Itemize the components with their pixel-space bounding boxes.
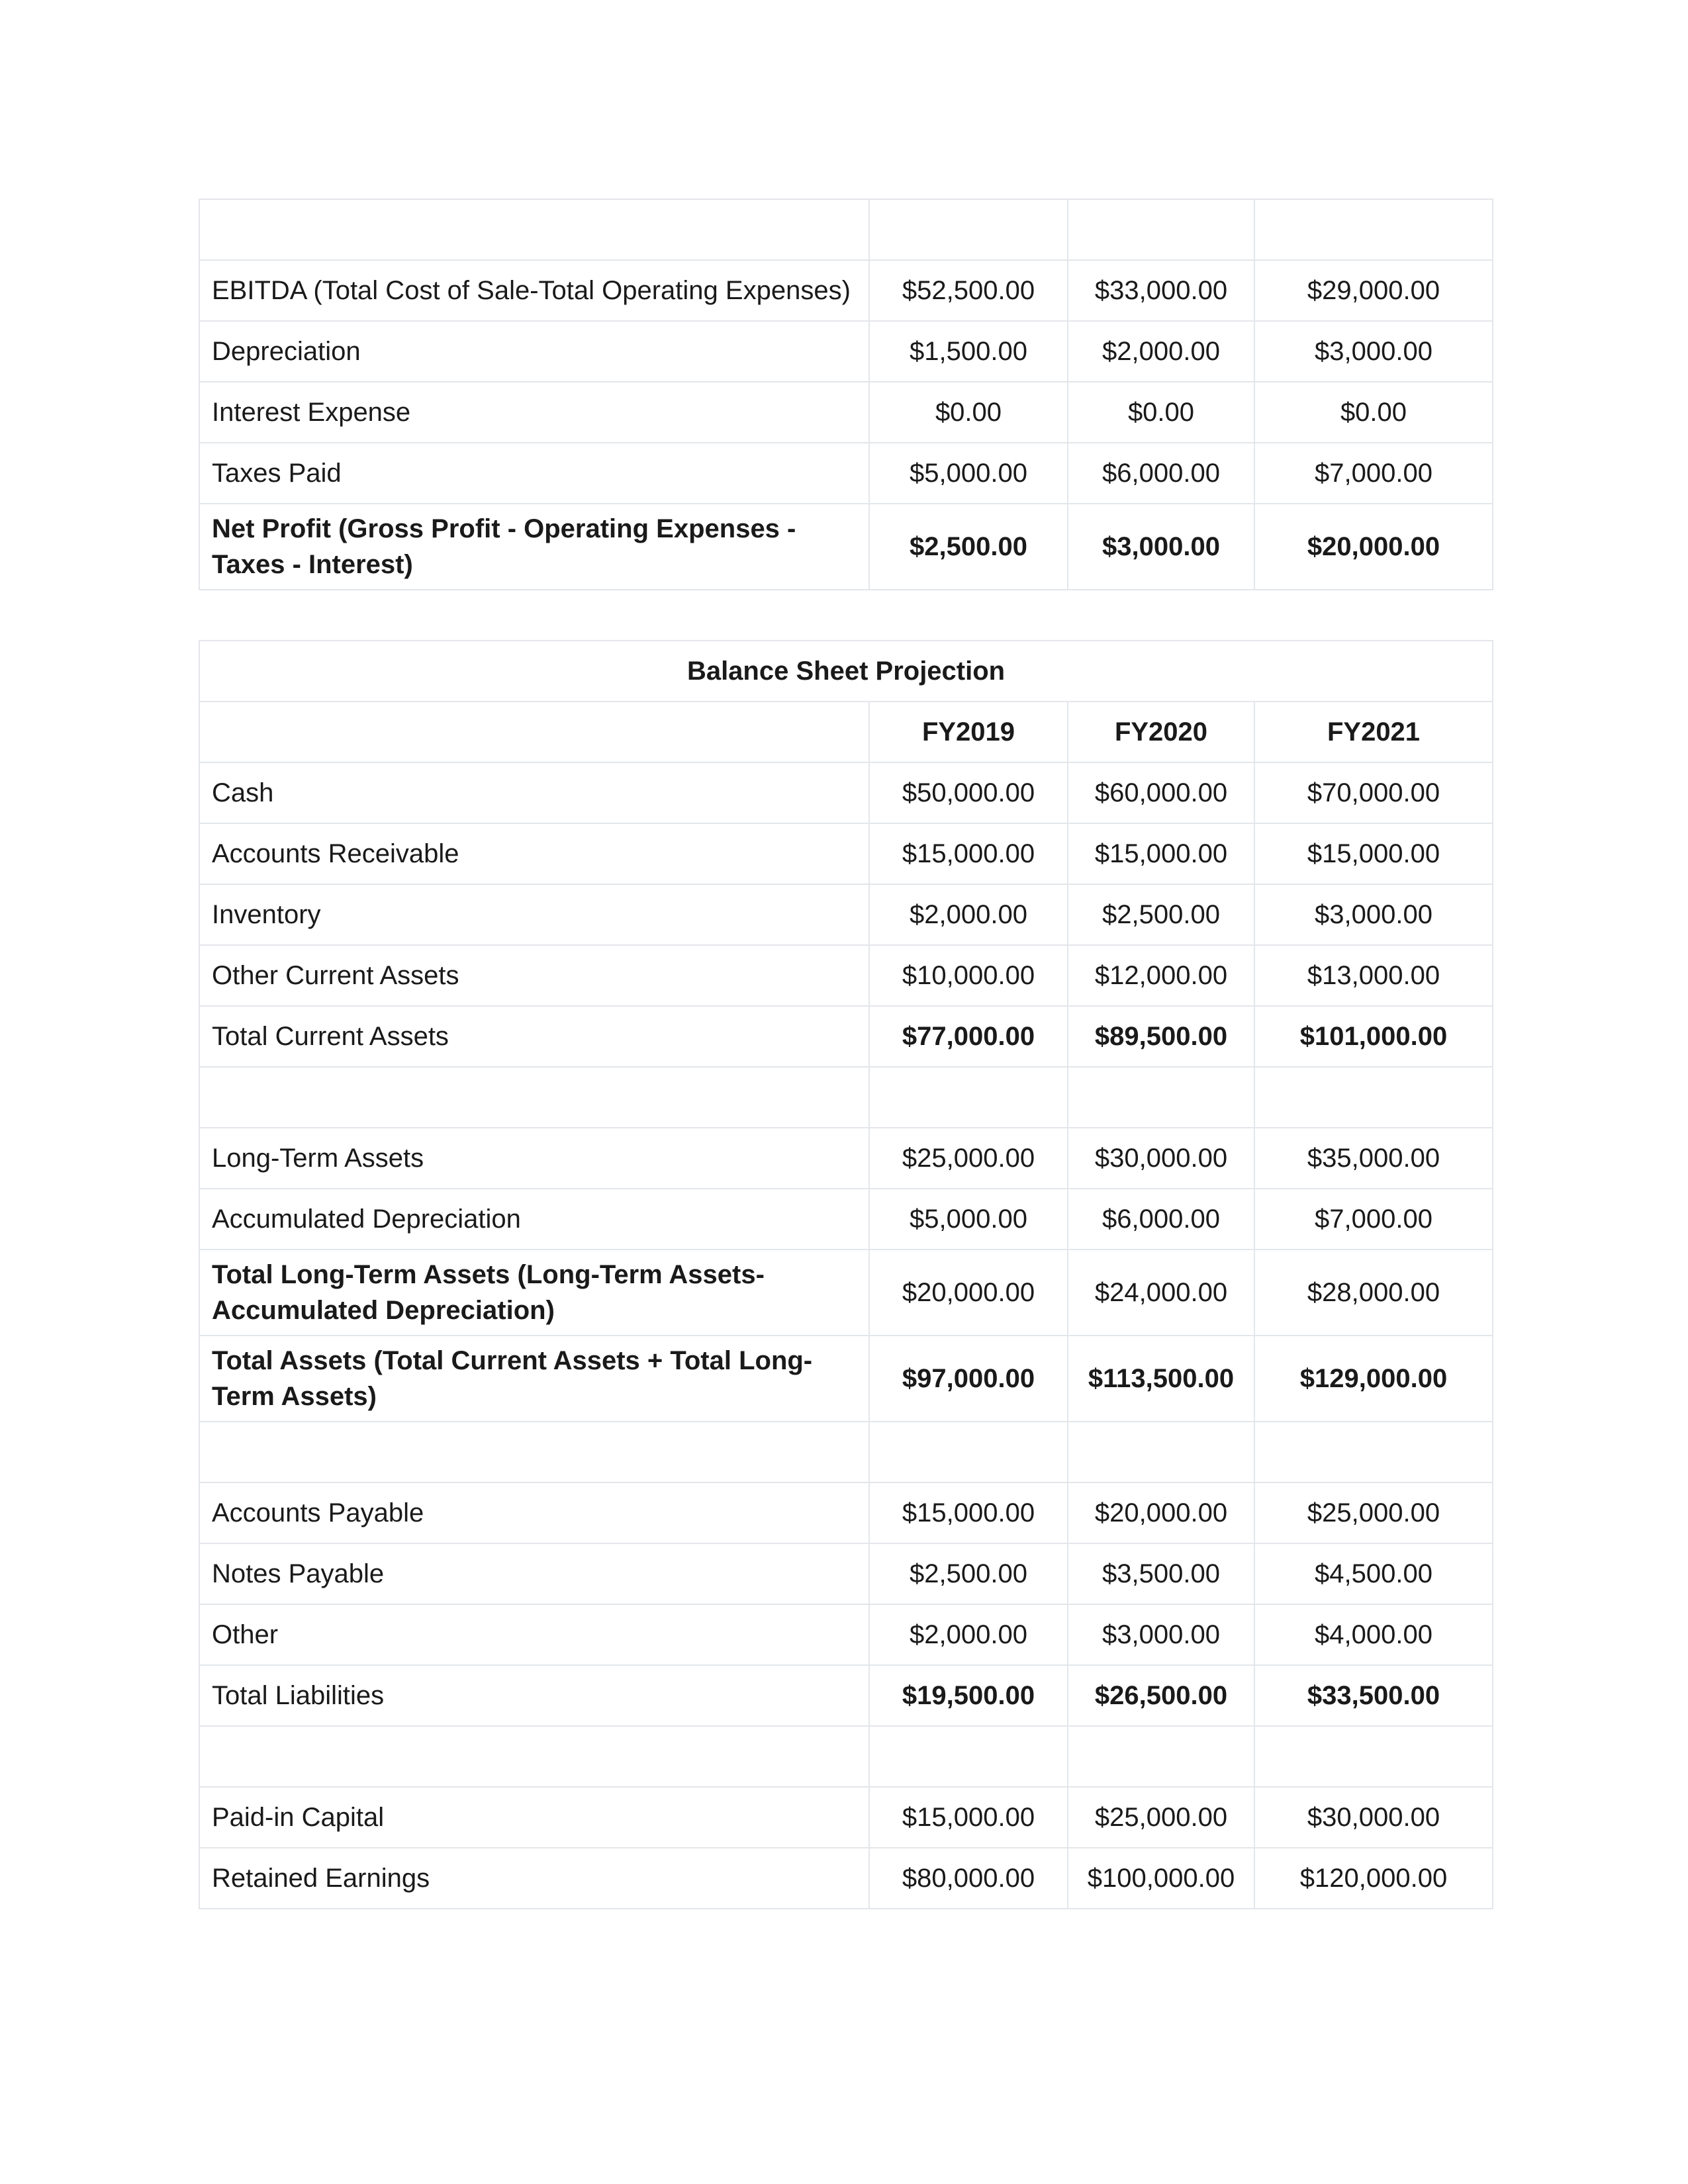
table-row bbox=[199, 1250, 1493, 1336]
cell-fy2021: $101,000.00 bbox=[1254, 1006, 1493, 1067]
cell-fy2020: $33,000.00 bbox=[1068, 260, 1254, 321]
cell-fy2021: $3,000.00 bbox=[1254, 321, 1493, 382]
table-row bbox=[199, 1543, 1493, 1604]
cell-fy2020 bbox=[1068, 1067, 1254, 1128]
cell-fy2019 bbox=[869, 1422, 1068, 1482]
table-title: Balance Sheet Projection bbox=[199, 641, 1493, 702]
cell-fy2021 bbox=[1254, 199, 1493, 260]
cell-fy2019: $0.00 bbox=[869, 382, 1068, 443]
table-row bbox=[199, 199, 1493, 260]
table-row bbox=[199, 1336, 1493, 1422]
row-label: Notes Payable bbox=[199, 1543, 869, 1604]
cell-fy2021: $35,000.00 bbox=[1254, 1128, 1493, 1189]
cell-fy2020 bbox=[1068, 1726, 1254, 1787]
row-label bbox=[199, 1067, 869, 1128]
row-label: Total Long-Term Assets (Long-Term Assets-Accumulated Depreciation) bbox=[199, 1250, 869, 1336]
cell-fy2019: $80,000.00 bbox=[869, 1848, 1068, 1909]
cell-fy2020 bbox=[1068, 199, 1254, 260]
cell-fy2020: $2,500.00 bbox=[1068, 884, 1254, 945]
cell-fy2021: $70,000.00 bbox=[1254, 762, 1493, 823]
cell-fy2020: $100,000.00 bbox=[1068, 1848, 1254, 1909]
cell-fy2021: $33,500.00 bbox=[1254, 1665, 1493, 1726]
cell-fy2021 bbox=[1254, 1067, 1493, 1128]
table-row bbox=[199, 1848, 1493, 1909]
cell-fy2020: $89,500.00 bbox=[1068, 1006, 1254, 1067]
table-row bbox=[199, 1067, 1493, 1128]
table-row bbox=[199, 321, 1493, 382]
column-header-fy2021: FY2021 bbox=[1254, 702, 1493, 762]
cell-fy2020: $2,000.00 bbox=[1068, 321, 1254, 382]
row-label bbox=[199, 1726, 869, 1787]
row-label: Accumulated Depreciation bbox=[199, 1189, 869, 1250]
cell-fy2021: $7,000.00 bbox=[1254, 443, 1493, 504]
cell-fy2019: $1,500.00 bbox=[869, 321, 1068, 382]
row-label: Other bbox=[199, 1604, 869, 1665]
cell-fy2020: $12,000.00 bbox=[1068, 945, 1254, 1006]
table-row bbox=[199, 260, 1493, 321]
cell-fy2019: $2,000.00 bbox=[869, 1604, 1068, 1665]
balance-rows bbox=[199, 762, 1493, 1909]
income-statement-table bbox=[199, 199, 1493, 590]
table-row bbox=[199, 443, 1493, 504]
cell-fy2019: $2,500.00 bbox=[869, 504, 1068, 590]
cell-fy2020: $3,000.00 bbox=[1068, 1604, 1254, 1665]
cell-fy2019: $2,500.00 bbox=[869, 1543, 1068, 1604]
row-label: Net Profit (Gross Profit - Operating Expenses - Taxes - Interest) bbox=[199, 504, 869, 590]
cell-fy2020: $3,500.00 bbox=[1068, 1543, 1254, 1604]
cell-fy2019: $15,000.00 bbox=[869, 823, 1068, 884]
cell-fy2020: $6,000.00 bbox=[1068, 443, 1254, 504]
cell-fy2019: $5,000.00 bbox=[869, 1189, 1068, 1250]
table-row bbox=[199, 1128, 1493, 1189]
cell-fy2020: $60,000.00 bbox=[1068, 762, 1254, 823]
cell-fy2021: $13,000.00 bbox=[1254, 945, 1493, 1006]
balance-table-body bbox=[199, 641, 1493, 762]
row-label: Long-Term Assets bbox=[199, 1128, 869, 1189]
cell-fy2021: $4,500.00 bbox=[1254, 1543, 1493, 1604]
table-title-row bbox=[199, 641, 1493, 702]
cell-fy2019: $15,000.00 bbox=[869, 1482, 1068, 1543]
cell-fy2021 bbox=[1254, 1726, 1493, 1787]
cell-fy2021: $3,000.00 bbox=[1254, 884, 1493, 945]
cell-fy2020: $20,000.00 bbox=[1068, 1482, 1254, 1543]
row-label: EBITDA (Total Cost of Sale-Total Operating Expenses) bbox=[199, 260, 869, 321]
cell-fy2019: $25,000.00 bbox=[869, 1128, 1068, 1189]
table-row bbox=[199, 945, 1493, 1006]
income-table-body bbox=[199, 199, 1493, 590]
row-label: Inventory bbox=[199, 884, 869, 945]
table-row bbox=[199, 1422, 1493, 1482]
row-label: Depreciation bbox=[199, 321, 869, 382]
column-header-fy2020: FY2020 bbox=[1068, 702, 1254, 762]
row-label: Paid-in Capital bbox=[199, 1787, 869, 1848]
table-row bbox=[199, 1665, 1493, 1726]
cell-fy2019 bbox=[869, 1067, 1068, 1128]
table-row bbox=[199, 1726, 1493, 1787]
cell-fy2021: $129,000.00 bbox=[1254, 1336, 1493, 1422]
balance-sheet-table bbox=[199, 640, 1493, 1909]
cell-fy2020: $113,500.00 bbox=[1068, 1336, 1254, 1422]
table-row bbox=[199, 823, 1493, 884]
header-blank-cell bbox=[199, 702, 869, 762]
cell-fy2021: $30,000.00 bbox=[1254, 1787, 1493, 1848]
row-label: Taxes Paid bbox=[199, 443, 869, 504]
cell-fy2021: $0.00 bbox=[1254, 382, 1493, 443]
cell-fy2020: $15,000.00 bbox=[1068, 823, 1254, 884]
row-label: Other Current Assets bbox=[199, 945, 869, 1006]
cell-fy2019: $77,000.00 bbox=[869, 1006, 1068, 1067]
table-row bbox=[199, 884, 1493, 945]
cell-fy2021: $29,000.00 bbox=[1254, 260, 1493, 321]
cell-fy2020: $30,000.00 bbox=[1068, 1128, 1254, 1189]
row-label: Total Liabilities bbox=[199, 1665, 869, 1726]
table-header-row bbox=[199, 702, 1493, 762]
table-row bbox=[199, 1482, 1493, 1543]
table-row bbox=[199, 1604, 1493, 1665]
cell-fy2020: $3,000.00 bbox=[1068, 504, 1254, 590]
column-header-fy2019: FY2019 bbox=[869, 702, 1068, 762]
cell-fy2019: $10,000.00 bbox=[869, 945, 1068, 1006]
cell-fy2020: $0.00 bbox=[1068, 382, 1254, 443]
row-label: Total Current Assets bbox=[199, 1006, 869, 1067]
cell-fy2021: $120,000.00 bbox=[1254, 1848, 1493, 1909]
table-row bbox=[199, 1006, 1493, 1067]
cell-fy2020: $26,500.00 bbox=[1068, 1665, 1254, 1726]
cell-fy2019: $52,500.00 bbox=[869, 260, 1068, 321]
table-row bbox=[199, 1189, 1493, 1250]
cell-fy2019: $20,000.00 bbox=[869, 1250, 1068, 1336]
cell-fy2021: $7,000.00 bbox=[1254, 1189, 1493, 1250]
cell-fy2020: $6,000.00 bbox=[1068, 1189, 1254, 1250]
cell-fy2021: $15,000.00 bbox=[1254, 823, 1493, 884]
row-label: Retained Earnings bbox=[199, 1848, 869, 1909]
row-label: Accounts Payable bbox=[199, 1482, 869, 1543]
cell-fy2019: $50,000.00 bbox=[869, 762, 1068, 823]
cell-fy2020 bbox=[1068, 1422, 1254, 1482]
table-row bbox=[199, 382, 1493, 443]
table-row bbox=[199, 1787, 1493, 1848]
cell-fy2021: $20,000.00 bbox=[1254, 504, 1493, 590]
cell-fy2019 bbox=[869, 1726, 1068, 1787]
row-label: Interest Expense bbox=[199, 382, 869, 443]
cell-fy2021: $4,000.00 bbox=[1254, 1604, 1493, 1665]
row-label: Total Assets (Total Current Assets + Total Long-Term Assets) bbox=[199, 1336, 869, 1422]
cell-fy2019: $97,000.00 bbox=[869, 1336, 1068, 1422]
cell-fy2020: $25,000.00 bbox=[1068, 1787, 1254, 1848]
cell-fy2020: $24,000.00 bbox=[1068, 1250, 1254, 1336]
row-label: Cash bbox=[199, 762, 869, 823]
cell-fy2019: $15,000.00 bbox=[869, 1787, 1068, 1848]
table-row bbox=[199, 762, 1493, 823]
row-label bbox=[199, 1422, 869, 1482]
cell-fy2019: $2,000.00 bbox=[869, 884, 1068, 945]
table-row-net-profit bbox=[199, 504, 1493, 590]
row-label bbox=[199, 199, 869, 260]
cell-fy2021 bbox=[1254, 1422, 1493, 1482]
cell-fy2019 bbox=[869, 199, 1068, 260]
cell-fy2021: $28,000.00 bbox=[1254, 1250, 1493, 1336]
cell-fy2019: $5,000.00 bbox=[869, 443, 1068, 504]
cell-fy2019: $19,500.00 bbox=[869, 1665, 1068, 1726]
cell-fy2021: $25,000.00 bbox=[1254, 1482, 1493, 1543]
row-label: Accounts Receivable bbox=[199, 823, 869, 884]
